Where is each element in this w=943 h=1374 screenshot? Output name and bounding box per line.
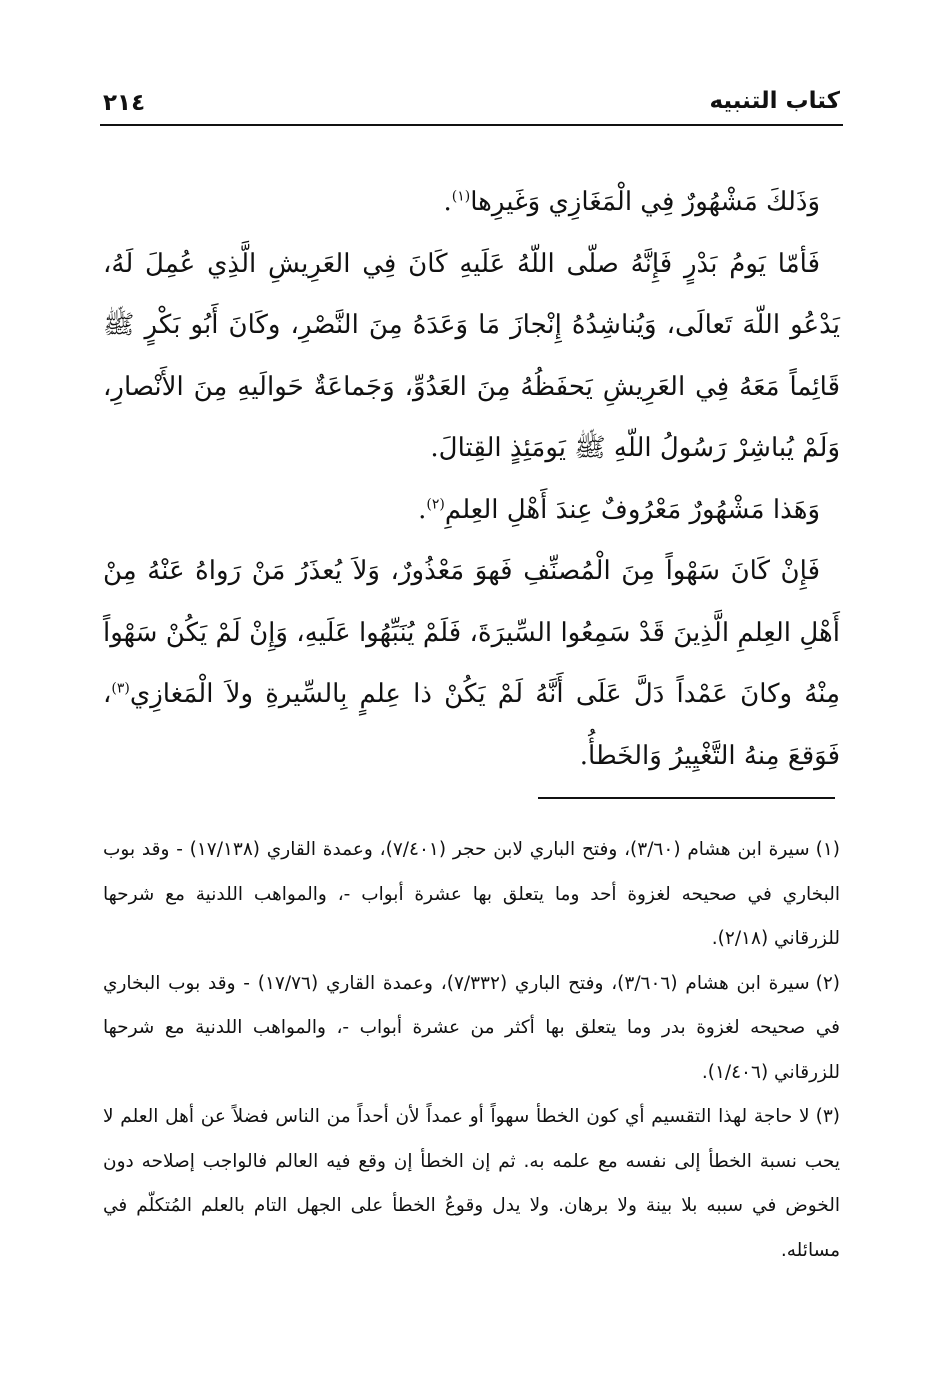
paragraph-3-text: وَهَذا مَشْهُورٌ مَعْرُوفٌ عِندَ أَهْلِ العِلمِ <box>444 494 820 525</box>
paragraph-1-text: وَذَلكَ مَشْهُورٌ فِي الْمَغَازِي وَغَيرِها <box>470 187 820 217</box>
page-header <box>103 84 840 124</box>
footnote-2 <box>103 962 840 1096</box>
footnote-number: (١) <box>815 839 840 860</box>
footnote-1 <box>103 828 840 962</box>
footnote-ref-3: (٣) <box>111 680 130 697</box>
paragraph-4 <box>103 541 840 787</box>
footnote-ref-1: (١) <box>451 188 471 205</box>
footnotes <box>103 828 840 1273</box>
footnote-ref-2: (٢) <box>426 495 445 512</box>
footnote-3 <box>103 1095 840 1273</box>
page-number: ٢١٤ <box>103 90 146 116</box>
footnote-text: لا حاجة لهذا التقسيم أي كون الخطأ سهواً أو عمداً لأن أحداً من الناس فضلاً عن أهل العلم لا يحب نسبة الخطأ إلى نفسه مع علمه به. ثم إن الخطأ إن وقع فيه العالم فالواجب إصلاحه دون الخوض في سببه بلا بينة ولا برهان. ولا يدل وقوعُ الخطأ على الجهل التام بالعلم المُتكلّم في مسائله. <box>103 1106 840 1261</box>
header-rule <box>100 124 843 126</box>
paragraph-3-end: . <box>418 494 427 525</box>
paragraph-2: فَأمّا يَومُ بَدْرٍ فَإِنَّهُ صلّى اللّهُ عَلَيهِ كَانَ فِي العَرِيشِ الَّذِي عُمِلَ لَهُ، يَدْعُو اللّهَ تَعالَى، وَيُناشِدُهُ إِنْجازَ مَا وَعَدَهُ مِنَ النَّصْرِ، وكَانَ أَبُو بَكْرٍ ﷺ قَائِماً مَعَهُ فِي العَرِيشِ يَحفَظُهُ مِنَ العَدُوِّ، وَجَماعَةٌ حَوالَيهِ مِنَ الأَنْصارِ، وَلَمْ يُباشِرْ رَسُولُ اللّهِ ﷺ يَومَئِذٍ القِتالَ. <box>103 248 840 463</box>
paragraph-1 <box>103 172 840 234</box>
footnote-number: (٢) <box>815 972 840 994</box>
book-title: كتاب التنبيه <box>709 88 840 114</box>
paragraph-1-end: . <box>443 187 452 217</box>
footnote-text: سيرة ابن هشام (٣/٦٠٦)، وفتح الباري (٧/٣٣٢)، وعمدة القاري (١٧/٧٦) - وقد بوب البخاري في صحيحه لغزوة بدر وما يتعلق بها أكثر من عشرة أبواب -، والمواهب اللدنية مع شرحها للزرقاني (١/٤٠٦). <box>103 972 840 1083</box>
main-text <box>103 172 840 787</box>
paragraph-3 <box>103 480 840 542</box>
footnote-separator <box>538 797 835 799</box>
paragraph-4-text-b: ، فَوَقعَ مِنهُ التَّغْيِيرُ وَالخَطأُ. <box>103 679 840 771</box>
paragraph-4-text-a: فَإِنْ كَانَ سَهْواً مِنَ الْمُصنِّفِ فَهوَ مَعْذُورٌ، وَلاَ يُعذَرُ مَنْ رَواهُ عَنْهُ مِنْ أَهْلِ العِلمِ الَّذِينَ قَدْ سَمِعُوا السِّيرَةَ، فَلَمْ يُنَبِّهُوا عَلَيهِ، وَإِنْ لَمْ يَكُنْ سَهْواً مِنْهُ وكانَ عَمْداً دَلَّ عَلَى أَنَّهُ لَمْ يَكُنْ ذا عِلمٍ بِالسِّيرةِ ولاَ الْمَغازِي <box>103 556 840 709</box>
footnote-number: (٣) <box>815 1106 840 1127</box>
footnote-text: سيرة ابن هشام (٣/٦٠)، وفتح الباري لابن حجر (٧/٤٠١)، وعمدة القاري (١٧/١٣٨) - وقد بوب البخاري في صحيحه لغزوة أحد وما يتعلق بها عشرة أبواب -، والمواهب اللدنية مع شرحها للزرقاني (٢/١٨). <box>103 839 840 949</box>
